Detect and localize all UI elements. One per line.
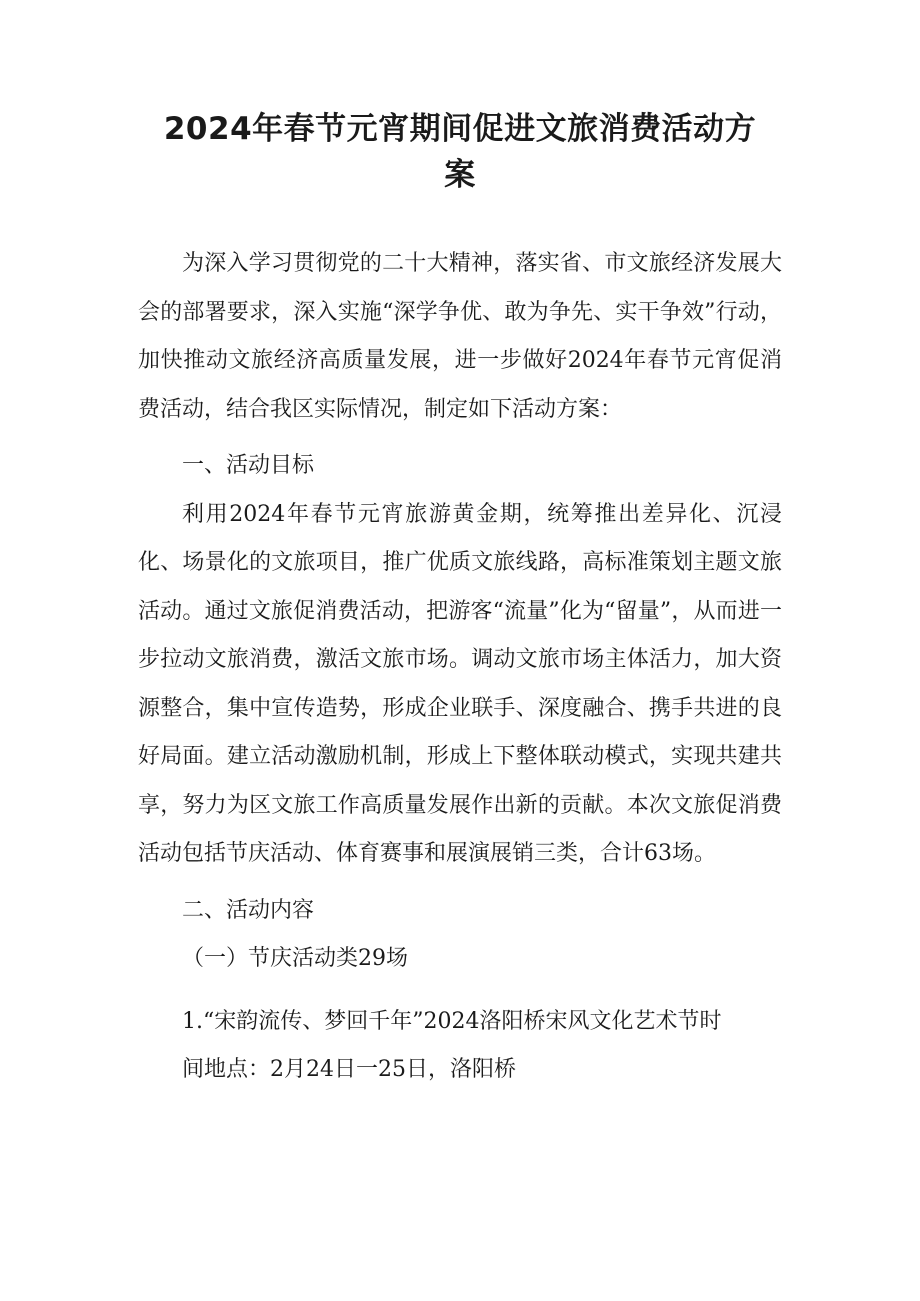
title-line-2: 案 xyxy=(444,157,476,193)
document-title xyxy=(138,106,782,198)
intro-paragraph: 为深入学习贯彻党的二十大精神，落实省、市文旅经济发展大会的部署要求，深入实施“深学争优、敢为争先、实干争效”行动，加快推动文旅经济高质量发展，进一步做好2024年春节元宵促消费活动，结合我区实际情况，制定如下活动方案： xyxy=(138,251,782,422)
section-1-heading: 一、活动目标 xyxy=(182,453,315,478)
section-2-heading: 二、活动内容 xyxy=(182,897,315,923)
item-1-detail: 间地点：2月24日一25日，洛阳桥 xyxy=(182,1057,516,1082)
title-line-1: 2024年春节元宵期间促进文旅消费活动方 xyxy=(163,111,757,147)
item-1-title: 1.“宋韵流传、梦回千年”2024洛阳桥宋风文化艺术节时 xyxy=(182,1008,722,1034)
subsection-1-heading: （一）节庆活动类29场 xyxy=(182,946,408,971)
document-body xyxy=(138,240,782,1095)
section-1-paragraph: 利用2024年春节元宵旅游黄金期，统筹推出差异化、沉浸化、场景化的文旅项目，推广优质文旅线路，高标准策划主题文旅活动。通过文旅促消费活动，把游客“流量”化为“留量”，从而进一步拉动文旅消费，激活文旅市场。调动文旅市场主体活力，加大资源整合，集中宣传造势，形成企业联手、深度融合、携手共进的良好局面。建立活动激励机制，形成上下整体联动模式，实现共建共享，努力为区文旅工作高质量发展作出新的贡献。本次文旅促消费活动包括节庆活动、体育赛事和展演展销三类，合计63场。 xyxy=(138,501,782,866)
